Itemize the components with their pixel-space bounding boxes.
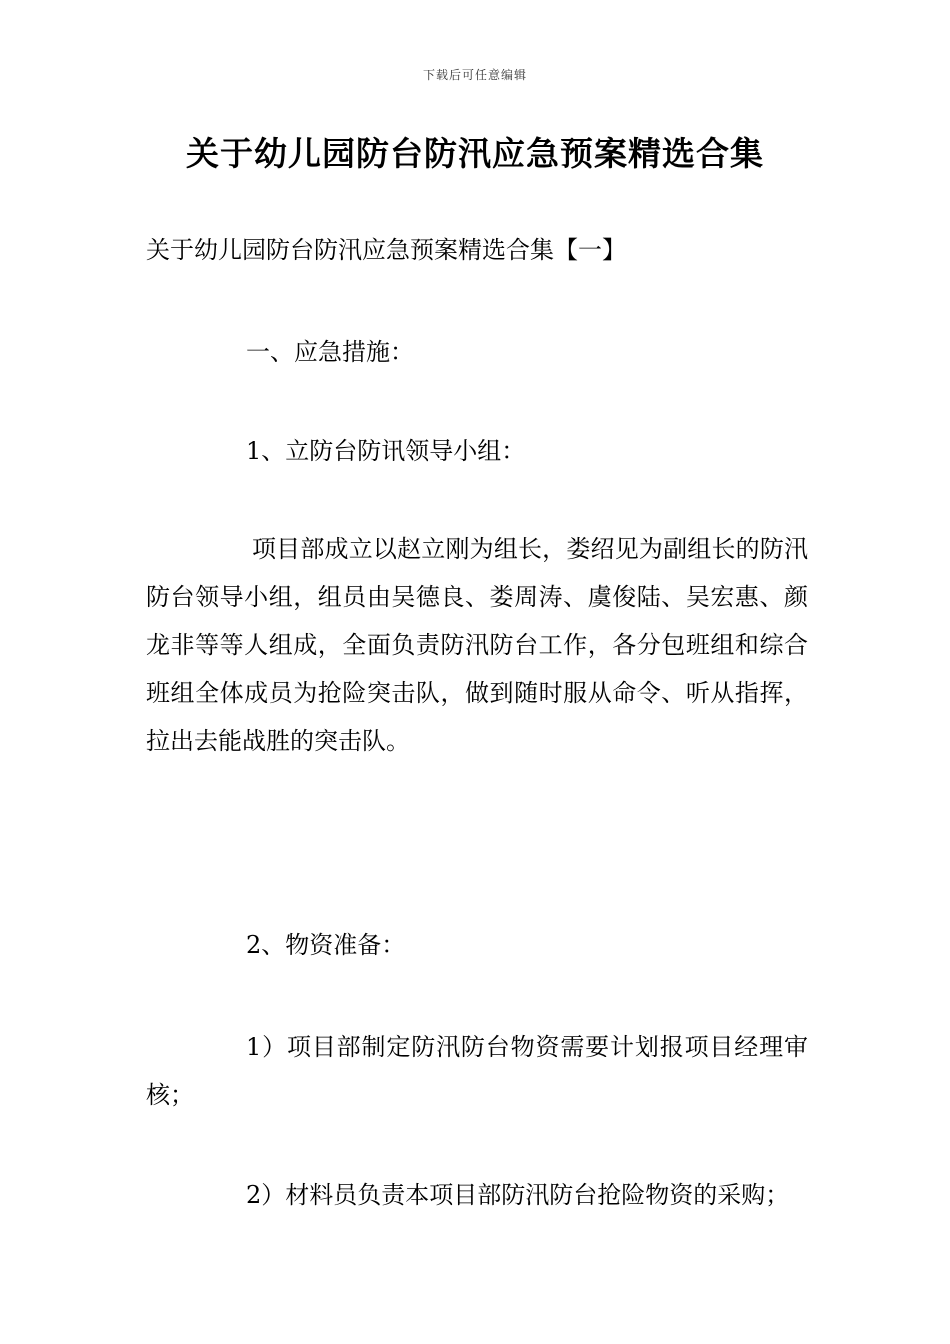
measures-heading: 一、应急措施： — [246, 338, 414, 366]
header-note: 下载后可任意编辑 — [422, 68, 527, 82]
document-title: 关于幼儿园防台防汛应急预案精选合集 — [186, 134, 764, 173]
step1-paragraph: 项目部成立以赵立刚为组长，娄绍见为副组长的防汛防台领导小组，组员由吴德良、娄周涛、虞俊陆、吴宏惠、颜龙非等等人组成，全面负责防汛防台工作，各分包班组和综合班组全体成员为抢险突击队，做到随时服从命令、听从指挥，拉出去能战胜的突击队。 — [146, 535, 808, 755]
step2-heading: 2、物资准备： — [246, 931, 406, 959]
step1-heading: 1、立防台防讯领导小组： — [246, 437, 526, 465]
section-heading: 关于幼儿园防台防汛应急预案精选合集【一】 — [146, 236, 626, 264]
step2-item-1: 1）项目部制定防汛防台物资需要计划报项目经理审核； — [146, 1033, 808, 1109]
step2-item-2: 2）材料员负责本项目部防汛防台抢险物资的采购； — [246, 1181, 790, 1209]
